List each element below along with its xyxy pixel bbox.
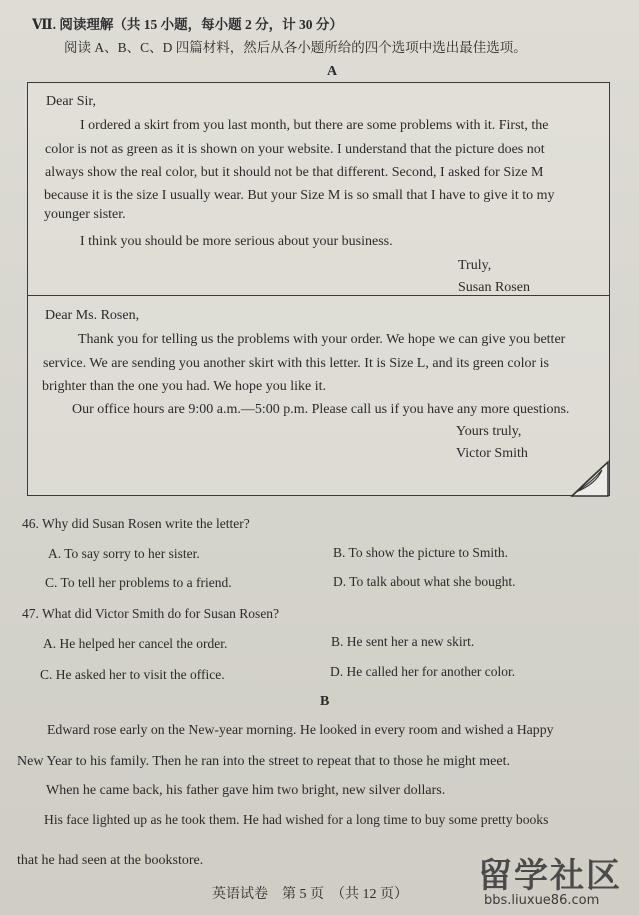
letter1-line: I ordered a skirt from you last month, but there are some problems with it. First, the: [80, 118, 549, 133]
letter1-signature: Susan Rosen: [458, 280, 530, 295]
passage-b-line: When he came back, his father gave him two bright, new silver dollars.: [46, 783, 446, 798]
question-47-option-d: D. He called her for another color.: [330, 664, 516, 679]
letter1-closing: Truly,: [458, 258, 492, 273]
question-46-stem: 46. Why did Susan Rosen write the letter?: [22, 516, 250, 531]
letter1-salutation: Dear Sir,: [46, 94, 96, 109]
site-watermark: [470, 848, 638, 912]
passage-b-line: that he had seen at the bookstore.: [17, 853, 204, 868]
question-46-option-d: D. To talk about what she bought.: [333, 574, 516, 589]
watermark-title: 留学社区: [478, 856, 622, 896]
letter1-line: younger sister.: [44, 207, 126, 222]
letter1-line: always show the real color, but it should not be that different. Second, I asked for Size M: [45, 165, 544, 180]
page-curl-icon: [562, 458, 610, 498]
question-47-option-b: B. He sent her a new skirt.: [331, 634, 475, 649]
letter2-signature: Victor Smith: [456, 446, 528, 461]
letter2-line: Our office hours are 9:00 a.m.—5:00 p.m. Please call us if you have any more questions.: [72, 402, 570, 417]
passage-b-line: New Year to his family. Then he ran into the street to repeat that to those he might meet.: [17, 754, 510, 769]
question-47-option-c: C. He asked her to visit the office.: [40, 667, 225, 682]
question-46-option-a: A. To say sorry to her sister.: [48, 546, 200, 561]
letter2-line: brighter than the one you had. We hope you like it.: [42, 379, 326, 394]
letter2-line: Thank you for telling us the problems with your order. We hope we can give you better: [78, 332, 566, 347]
passage-b-label: B: [320, 694, 330, 709]
question-46-option-c: C. To tell her problems to a friend.: [45, 575, 232, 590]
letter2-line: service. We are sending you another skirt with this letter. It is Size L, and its green color is: [43, 356, 549, 371]
passage-b-line: His face lighted up as he took them. He had wished for a long time to buy some pretty books: [44, 812, 549, 827]
watermark-url: bbs.liuxue86.com: [484, 893, 600, 908]
letter1-line: because it is the size I usually wear. But your Size M is so small that I have to give it to my: [44, 188, 555, 203]
passage-a-label: A: [327, 64, 338, 79]
page-footer: 英语试卷 第 5 页 （共 12 页）: [212, 887, 408, 902]
question-47-stem: 47. What did Victor Smith do for Susan Rosen?: [22, 606, 280, 621]
letter1-line: I think you should be more serious about your business.: [80, 234, 393, 249]
letter2-closing: Yours truly,: [456, 424, 522, 439]
letter1-line: color is not as green as it is shown on your website. I understand that the picture does not: [45, 142, 545, 157]
section-title: Ⅶ. 阅读理解（共 15 小题，每小题 2 分，计 30 分）: [32, 17, 343, 32]
question-46-option-b: B. To show the picture to Smith.: [333, 545, 509, 560]
question-47-option-a: A. He helped her cancel the order.: [43, 636, 228, 651]
passage-b-line: Edward rose early on the New-year morning. He looked in every room and wished a Happy: [47, 722, 554, 737]
letter2-salutation: Dear Ms. Rosen,: [45, 308, 140, 323]
section-instructions: 阅读 A、B、C、D 四篇材料，然后从各小题所给的四个选项中选出最佳选项。: [64, 40, 527, 55]
